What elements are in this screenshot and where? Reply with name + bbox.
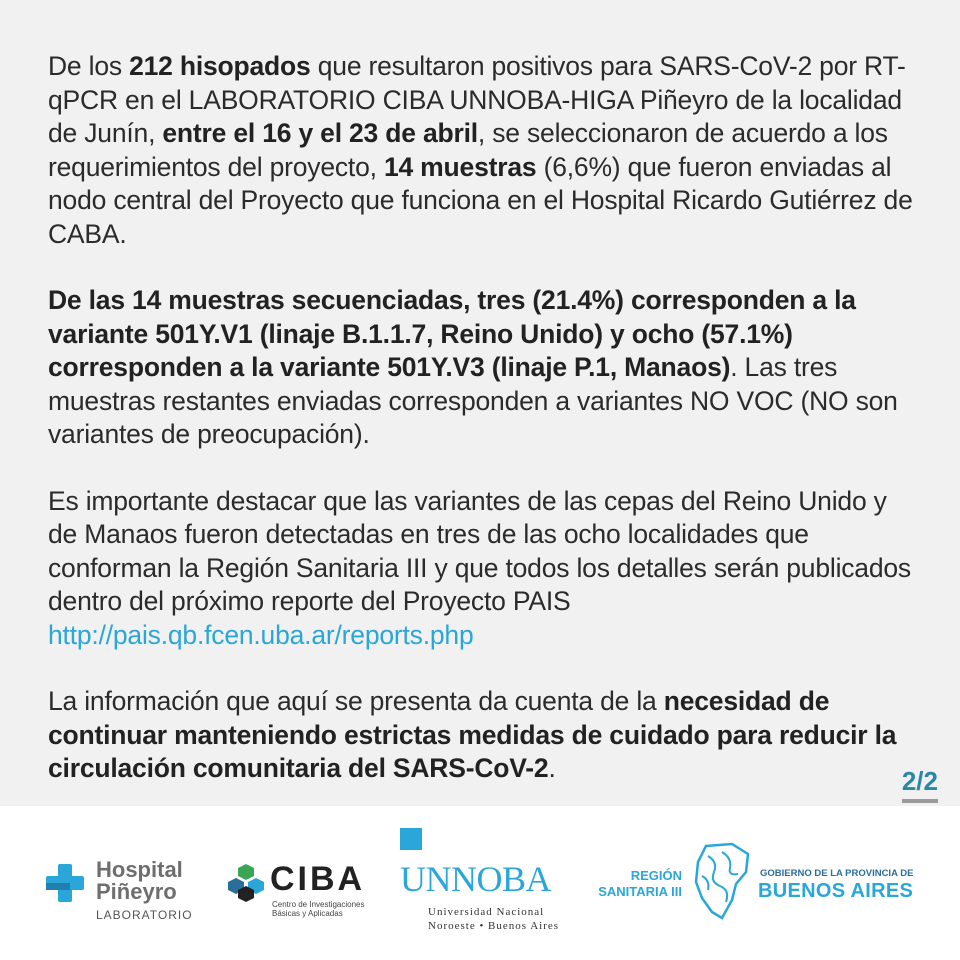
text-segment: . [548, 753, 556, 783]
paragraph-4 [48, 685, 918, 786]
region-line2: SANITARIA III [598, 884, 682, 899]
text-segment: De los [48, 51, 130, 81]
province-map-icon [692, 842, 752, 922]
ciba-subtitle-1: Centro de Investigaciones [272, 900, 365, 909]
bold-text: 212 hisopados [129, 51, 311, 81]
ciba-logo [226, 860, 386, 920]
hexagon-icon [226, 864, 266, 904]
unnoba-name: UNNOBA [400, 859, 552, 899]
text-segment: , se seleccionaron de acuerdo a los requerimientos del proyecto, [48, 118, 888, 182]
text-segment: (6,6%) que fueron enviadas al nodo central del Proyecto que funciona en el Hospital Ricardo Gutiérrez de CABA. [48, 151, 913, 249]
text-segment: Es importante destacar que las variantes de las cepas del Reino Unido y de Manaos fueron detectadas en tres de las ocho localidades que conforman la Región Sanitaria III y que todos los detalles serán publicados dentro del próximo reporte del Proyecto PAIS [48, 485, 911, 616]
region-logo [588, 842, 918, 942]
medical-cross-icon [44, 862, 86, 904]
hospital-logo [44, 858, 214, 928]
gobierno-line2: BUENOS AIRES [758, 880, 914, 902]
region-line1: REGIÓN [630, 868, 682, 883]
unnoba-logo [400, 828, 570, 938]
paragraph-2 [48, 284, 918, 452]
ciba-name: CIBA [270, 860, 366, 898]
bold-text: entre el 16 y el 23 de abril [162, 118, 478, 148]
unnoba-subtitle-2: Noroeste • Buenos Aires [428, 920, 560, 932]
ciba-subtitle-2: Básicas y Aplicadas [272, 909, 343, 918]
footer-logos [0, 806, 960, 960]
unnoba-subtitle-1: Universidad Nacional [428, 906, 545, 918]
paragraph-3 [48, 485, 918, 653]
bold-text: 14 muestras [383, 151, 537, 182]
unnoba-square-icon [400, 828, 422, 850]
text-segment: que resultaron positivos para SARS-CoV-2 por RT-qPCR en el LABORATORIO CIBA UNNOBA-HIGA Piñeyro de la localidad de Junín, [48, 51, 906, 148]
text-segment: La información que aquí se presenta da cuenta de la [48, 686, 664, 716]
text-segment: . Las tres muestras restantes enviadas corresponden a variantes NO VOC (NO son variantes de preocupación). [48, 352, 898, 449]
bold-text: De las 14 muestras secuenciadas, tres (21.4%) corresponden a la variante 501Y.V1 (linaje B.1.1.7, Reino Unido) y ocho (57.1%) corresponden a la variante 501Y.V3 (linaje P.1, Manaos) [48, 285, 856, 382]
report-link[interactable]: http://pais.qb.fcen.uba.ar/reports.php [48, 619, 474, 650]
main-text [48, 50, 918, 819]
page-number: 2/2 [902, 766, 938, 803]
bold-text: necesidad de continuar manteniendo estrictas medidas de cuidado para reducir la circulación comunitaria del SARS-CoV-2 [48, 686, 897, 783]
paragraph-1 [48, 50, 918, 251]
hospital-name-line1: Hospital [96, 857, 183, 882]
gobierno-line1: GOBIERNO DE LA PROVINCIA DE [760, 868, 914, 879]
hospital-subtitle: LABORATORIO [96, 908, 193, 922]
hospital-name-line2: Piñeyro [96, 879, 177, 904]
